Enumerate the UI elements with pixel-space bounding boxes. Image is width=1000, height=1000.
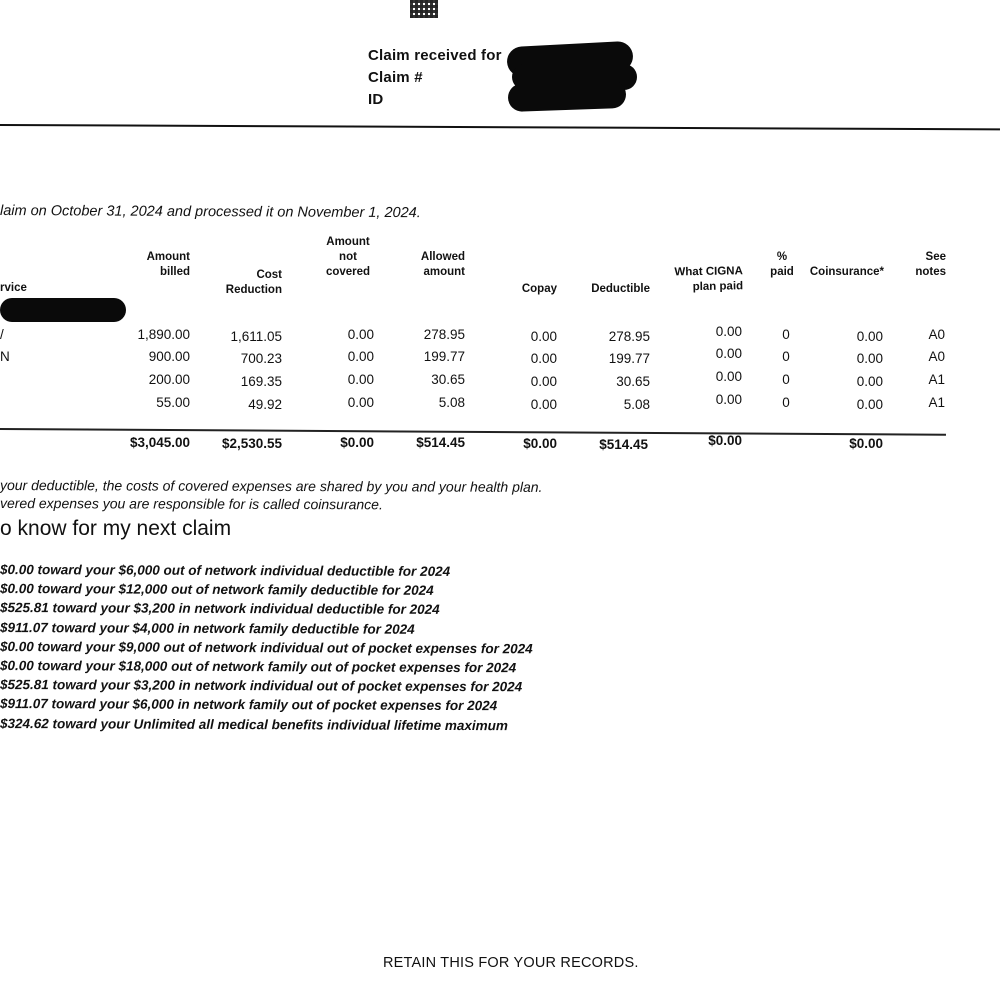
cell-not-covered: 0.00 xyxy=(347,372,374,387)
cell-percent-paid: 0 xyxy=(782,349,790,364)
footer-notice: RETAIN THIS FOR YOUR RECORDS. xyxy=(383,955,639,971)
cell-not-covered: 0.00 xyxy=(347,395,374,410)
cell-not-covered: 0.00 xyxy=(347,327,374,342)
id-label: ID xyxy=(368,91,384,108)
header-cost-reduction: Cost Reduction xyxy=(225,269,282,296)
cell-percent-paid: 0 xyxy=(782,395,790,410)
cell-allowed: 278.95 xyxy=(423,327,465,342)
cell-deductible: 199.77 xyxy=(608,351,650,366)
cell-allowed: 5.08 xyxy=(438,395,465,410)
cell-billed: 55.00 xyxy=(156,395,190,410)
cell-copay: 0.00 xyxy=(530,329,557,344)
redaction-id xyxy=(508,80,627,112)
accumulator-line: $911.07 toward your $4,000 in network family deductible for 2024 xyxy=(0,619,415,637)
cell-allowed: 199.77 xyxy=(423,349,465,364)
cell-copay: 0.00 xyxy=(530,351,557,366)
header-plan-paid: What CIGNA plan paid xyxy=(674,265,744,294)
header-copay: Copay xyxy=(521,283,557,295)
cell-service: / xyxy=(0,327,4,342)
header-allowed-amount: Allowed amount xyxy=(420,251,465,278)
total-cost-reduction: $2,530.55 xyxy=(221,436,282,451)
total-copay: $0.00 xyxy=(523,436,557,451)
cell-billed: 900.00 xyxy=(148,349,190,364)
cell-billed: 1,890.00 xyxy=(137,327,190,342)
cell-coinsurance: 0.00 xyxy=(856,374,883,389)
cell-billed: 200.00 xyxy=(148,372,190,387)
total-not-covered: $0.00 xyxy=(340,435,374,450)
cell-coinsurance: 0.00 xyxy=(856,329,883,344)
accumulator-line: $0.00 toward your $12,000 out of network family deductible for 2024 xyxy=(0,581,434,599)
cell-service: N xyxy=(0,349,10,364)
cell-deductible: 30.65 xyxy=(616,374,650,389)
header-see-notes: See notes xyxy=(915,251,946,278)
accumulator-line: $911.07 toward your $6,000 in network family out of pocket expenses for 2024 xyxy=(0,696,498,714)
cell-notes: A1 xyxy=(928,395,945,410)
total-allowed: $514.45 xyxy=(416,435,465,450)
cell-not-covered: 0.00 xyxy=(347,349,374,364)
header-divider xyxy=(0,124,1000,130)
header-percent-paid: % paid xyxy=(770,251,794,278)
coinsurance-explanation-1: your deductible, the costs of covered expenses are shared by you and your health plan. xyxy=(0,477,543,495)
cell-plan-paid: 0.00 xyxy=(715,392,742,407)
accumulator-line: $0.00 toward your $6,000 out of network individual deductible for 2024 xyxy=(0,562,451,579)
cell-percent-paid: 0 xyxy=(782,327,790,342)
cell-plan-paid: 0.00 xyxy=(715,324,742,339)
cell-notes: A0 xyxy=(928,327,945,342)
cell-plan-paid: 0.00 xyxy=(715,346,742,361)
cell-deductible: 278.95 xyxy=(608,329,650,344)
cell-cost-reduction: 49.92 xyxy=(248,397,282,412)
header-coinsurance: Coinsurance* xyxy=(809,266,884,278)
header-amount-not-covered: Amount not covered xyxy=(325,236,371,278)
accumulator-line: $324.62 toward your Unlimited all medical benefits individual lifetime maximum xyxy=(0,715,508,733)
cell-coinsurance: 0.00 xyxy=(856,397,883,412)
header-amount-billed: Amount billed xyxy=(146,251,190,278)
cell-notes: A0 xyxy=(928,349,945,364)
barcode-image xyxy=(410,0,438,18)
cell-deductible: 5.08 xyxy=(623,397,650,412)
redaction-patient xyxy=(0,298,126,322)
claim-number-label: Claim # xyxy=(368,69,423,86)
cell-notes: A1 xyxy=(928,372,945,387)
section-title: o know for my next claim xyxy=(0,517,232,540)
cell-plan-paid: 0.00 xyxy=(715,369,742,384)
cell-percent-paid: 0 xyxy=(782,372,790,387)
cell-cost-reduction: 169.35 xyxy=(240,374,282,389)
cell-copay: 0.00 xyxy=(530,397,557,412)
cell-coinsurance: 0.00 xyxy=(856,351,883,366)
cell-cost-reduction: 1,611.05 xyxy=(230,329,282,344)
total-billed: $3,045.00 xyxy=(129,435,190,450)
accumulator-line: $0.00 toward your $9,000 out of network individual out of pocket expenses for 2024 xyxy=(0,638,533,657)
accumulator-line: $525.81 toward your $3,200 in network individual out of pocket expenses for 2024 xyxy=(0,677,523,695)
cell-allowed: 30.65 xyxy=(431,372,465,387)
accumulator-line: $525.81 toward your $3,200 in network individual deductible for 2024 xyxy=(0,600,440,618)
total-deductible: $514.45 xyxy=(599,437,648,452)
total-plan-paid: $0.00 xyxy=(708,433,742,448)
processing-summary: laim on October 31, 2024 and processed it on November 1, 2024. xyxy=(0,203,421,222)
accumulator-line: $0.00 toward your $18,000 out of network family out of pocket expenses for 2024 xyxy=(0,658,517,676)
claim-received-label: Claim received for xyxy=(368,47,502,64)
header-deductible: Deductible xyxy=(591,283,650,295)
cell-copay: 0.00 xyxy=(530,374,557,389)
coinsurance-explanation-2: vered expenses you are responsible for is called coinsurance. xyxy=(0,495,383,513)
header-service: rvice xyxy=(0,282,27,294)
cell-cost-reduction: 700.23 xyxy=(240,351,282,366)
total-coinsurance: $0.00 xyxy=(849,436,883,451)
